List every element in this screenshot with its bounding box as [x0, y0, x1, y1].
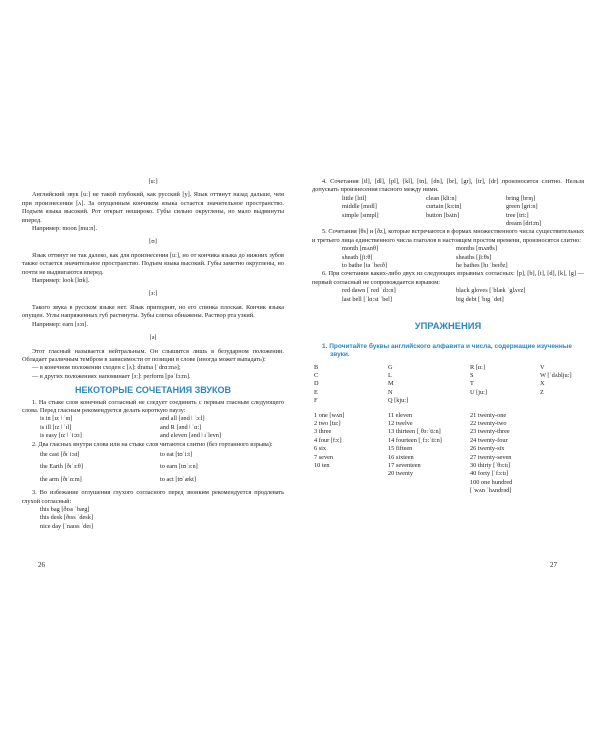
example-item: black gloves [ˈblæk ˈglʌvz]: [456, 287, 526, 295]
example-item: button [bʌtn]: [426, 211, 460, 219]
sound-symbol-u: [u:]: [148, 178, 158, 185]
number-row: [312, 428, 584, 436]
sound-description-er: Такого звука в русском языке нет. Язык приподнят, но его спинка плоская. Кончик языка опущен. Углы напряженных губ растянуты. Зубы слегка обнажены. Раствор рта узкий.: [22, 303, 284, 320]
example-item: clean [kli:n]: [426, 194, 457, 202]
example-row: [312, 195, 584, 203]
example-item: big debt [ˈbɪg ˈdet]: [456, 295, 504, 303]
alphabet-row: [312, 397, 584, 405]
number-item: 17 seventeen: [388, 461, 421, 469]
number-item: [388, 487, 470, 495]
alphabet-row: [312, 372, 584, 380]
example-item: to act [tʊˈækt]: [160, 475, 196, 483]
example-item: [426, 220, 506, 228]
number-item: [388, 479, 470, 487]
example-row: [312, 254, 584, 262]
example-item: sheaths [ʃi:θs]: [456, 253, 492, 261]
letter: X: [540, 380, 545, 388]
task-1-instruction: 1. Прочитайте буквы английского алфавита и числа, содержащие изученные звуки.: [322, 342, 572, 358]
example-u: Например: moon [mu:n].: [32, 225, 98, 233]
number-item: 1 one [wʌn]: [314, 411, 345, 419]
page-number: 27: [550, 561, 557, 569]
example-item: he bathes [hɪ ˈbeɪðz]: [456, 262, 508, 270]
alphabet-table: [312, 364, 584, 406]
alphabet-row: [312, 364, 584, 372]
example-item: bring [brɪŋ]: [506, 194, 536, 202]
letter: V: [540, 363, 545, 371]
example-item: is easy [ɪz ǀ ˈi:zɪ]: [40, 432, 82, 440]
letter: M: [388, 380, 394, 388]
letter: R [ɑ:]: [470, 363, 486, 371]
example-item: the cast [ðɪˈi:st]: [40, 450, 80, 458]
page-number: 26: [38, 561, 45, 569]
number-item: [314, 479, 388, 487]
example-item: and eleven [ənd ǀ ɪˈlevn]: [160, 432, 222, 440]
rule-4-text: 4. Сочетания [tl], [dl], [pl], [kl], [tn], [dn], [br], [gr], [tr], [dr] произносятся слитно. Нельзя допускать произнесения гласного между ними.: [312, 178, 584, 194]
sound-symbol-schwa: [ə]: [149, 334, 157, 342]
example-item: this bag [ðɪss ˈbæg]: [40, 506, 90, 513]
number-row: [312, 454, 584, 462]
letter: S: [470, 371, 474, 379]
number-item: 4 four [fɔ:]: [314, 436, 342, 444]
number-item: 10 ten: [314, 461, 330, 469]
letter: D: [314, 380, 319, 388]
number-row: [312, 412, 584, 420]
example-v: Например: look [lʊk].: [32, 277, 90, 285]
number-item: 27 twenty-seven: [470, 453, 512, 461]
number-item: 7 seven: [314, 453, 334, 461]
example-item: is ill [ɪz ǀ ˈɪl]: [40, 423, 72, 431]
letter: Q [kju:]: [388, 397, 409, 405]
number-item: 22 twenty-two: [470, 419, 507, 427]
example-item: and all [ənd ǀ ˈɔ:l]: [160, 415, 205, 423]
rule-1-text: 1. На стыке слов конечный согласный не следует соединять с первым гласным следующего слова. Перед гласным рекомендуется делать короткую паузу:: [22, 398, 284, 414]
number-item: 2 two [tu:]: [314, 419, 341, 427]
example-er: Например: earn [з:n].: [32, 320, 88, 328]
rule-5-text: 5. Сочетания [θs] и [ðz], которые встречаются в формах множественного числа существительных и третьего лица единственного числа глаголов в настоящем простом времени, произносятся слитно:: [312, 228, 584, 244]
letter: T: [470, 380, 474, 388]
number-item: 100 one hundred: [470, 478, 513, 486]
example-item: dream [dri:m]: [506, 220, 542, 228]
letter: F: [314, 397, 318, 405]
number-item: 16 sixteen: [388, 453, 414, 461]
alphabet-row: [312, 380, 584, 388]
example-row: [22, 415, 284, 423]
letter: N: [388, 388, 393, 396]
sound-symbol-v: [ʊ]: [149, 238, 157, 246]
example-item: month [mʌnθ]: [342, 245, 379, 253]
rule-6-text: 6. При сочетании каких-либо двух из следующих взрывных согласных: [p], [b], [t], [d], [k], [g] — первый согласный не сопровождается взрывом:: [312, 270, 584, 286]
left-page: [22, 178, 284, 531]
example-row: [312, 245, 584, 253]
example-item: is in [ɪz ǀ ˈɪn]: [40, 415, 73, 423]
example-row: [22, 463, 284, 471]
rule-2-text: 2. Два гласных внутри слова или на стыке слов читаются слитно (без гортанного взрыва):: [32, 440, 273, 448]
example-item: nice day [ˈnaɪss ˈdeɪ]: [40, 522, 93, 530]
number-row: [312, 420, 584, 428]
example-row: [312, 296, 584, 304]
number-item: 23 twenty-three: [470, 428, 510, 436]
number-item: 14 fourteen [ˌfɔ:ˈti:n]: [388, 436, 442, 444]
schwa-item-2: — в других положениях напоминает [з:]: perform [pəˈfɔ:m].: [32, 372, 191, 380]
example-item: sheath [ʃi:θ]: [342, 253, 373, 261]
example-item: months [mʌnθs]: [456, 245, 497, 253]
number-item: 6 six: [314, 445, 327, 453]
numbers-table: [312, 412, 584, 496]
number-row: [312, 487, 584, 495]
exercises-heading: УПРАЖНЕНИЯ: [414, 320, 482, 332]
example-item: curtain [kз:tn]: [426, 203, 462, 211]
schwa-item-1: — в конечном положении сходен с [ʌ]: drama [ˈdrɑ:mə];: [32, 364, 181, 372]
number-item: 26 twenty-six: [470, 445, 505, 453]
number-row: [312, 445, 584, 453]
example-item: [342, 220, 426, 228]
number-item: 20 twenty: [388, 470, 414, 478]
rule-3-text: 3. Во избежание оглушения глухого согласного перед звонким рекомендуется продлевать глухой согласный:: [22, 489, 284, 505]
number-item: 11 eleven: [388, 411, 413, 419]
example-row: [312, 262, 584, 270]
example-item: the Earth [ðɪˈз:θ]: [40, 463, 83, 471]
example-item: the arm [ðɪˈɑ:m]: [40, 475, 82, 483]
letter: U [ju:]: [470, 388, 487, 396]
number-item: 40 forty [ˈfɔ:tɪ]: [470, 470, 509, 478]
letter: G: [388, 363, 393, 371]
sound-description-v: Язык оттянут не так далеко, как для произнесения [u:], но от кончика языка до нижних зубов также остается значительное пространство. Подъем языка высокий. Губы заметно округлены, но почти не выдвигаются вперед.: [22, 251, 284, 276]
number-item: 13 thirteen [ˌθз:ˈti:n]: [388, 428, 441, 436]
number-item: 21 twenty-one: [470, 411, 507, 419]
letter: L: [388, 371, 392, 379]
example-item: little [lɪtl]: [342, 194, 367, 202]
letter: W [ˈdʌblju:]: [540, 371, 572, 379]
number-item: 30 thirty [ˈθз:tɪ]: [470, 461, 511, 469]
example-item: this desk [ðɪss ˈdesk]: [40, 514, 93, 522]
example-item: middle [mɪdl]: [342, 203, 377, 211]
sound-symbol-er: [з:]: [148, 290, 158, 298]
section-heading: НЕКОТОРЫЕ СОЧЕТАНИЯ ЗВУКОВ: [75, 385, 231, 396]
number-item: [ˈwʌn ˈhʌndrəd]: [470, 487, 512, 495]
example-row: [22, 424, 284, 432]
example-item: and R [ənd ǀ ˈɑ:]: [160, 423, 202, 431]
example-item: to bathe [tə ˈbeɪð]: [342, 262, 387, 270]
letter: C: [314, 371, 319, 379]
example-row: [22, 432, 284, 440]
alphabet-row: [312, 389, 584, 397]
number-row: [312, 462, 584, 470]
sound-description-schwa: Этот гласный называется нейтральным. Он слышится лишь в безударном положении. Обладает различным тембром в зависимости от позиции в слове (иногда может выпадать):: [22, 347, 284, 363]
example-row: [22, 451, 284, 459]
example-item: to earn [tʊˈз:n]: [160, 463, 198, 471]
example-item: tree [tri:]: [506, 211, 529, 219]
example-row: [22, 476, 284, 484]
example-row: [312, 220, 584, 228]
number-row: [312, 470, 584, 478]
example-item: red dawn [ˈred ˈdɔ:n]: [342, 287, 396, 295]
number-row: [312, 479, 584, 487]
example-item: last bell [ˈlɑ:st ˈbel]: [342, 295, 392, 303]
example-item: to eat [tʊˈi:t]: [160, 450, 193, 458]
letter: B: [314, 363, 319, 371]
number-item: 15 fifteen: [388, 445, 413, 453]
letter: E: [314, 388, 318, 396]
right-page: [312, 178, 584, 496]
number-item: [314, 487, 388, 495]
example-item: green [gri:n]: [506, 203, 538, 211]
letter: Z: [540, 388, 544, 396]
number-item: [314, 470, 388, 478]
example-item: simple [sɪmpl]: [342, 211, 379, 219]
example-row: [312, 287, 584, 295]
number-row: [312, 437, 584, 445]
number-item: 24 twenty-four: [470, 436, 508, 444]
example-row: [312, 212, 584, 220]
example-row: [312, 203, 584, 211]
sound-description-u: Английский звук [u:] не такой глубокий, как русский [у]. Язык оттянут назад дальше, чем при произнесении [ʌ]. За опущенным кончиком языка остается значительное пространство. Подъем языка высокий. Рот открыт неширoко. Губы сильно округлены, но мало выдвинуты вперед.: [22, 191, 284, 224]
number-item: 3 three: [314, 428, 332, 436]
number-item: 12 twelve: [388, 419, 413, 427]
letter: [470, 397, 540, 405]
